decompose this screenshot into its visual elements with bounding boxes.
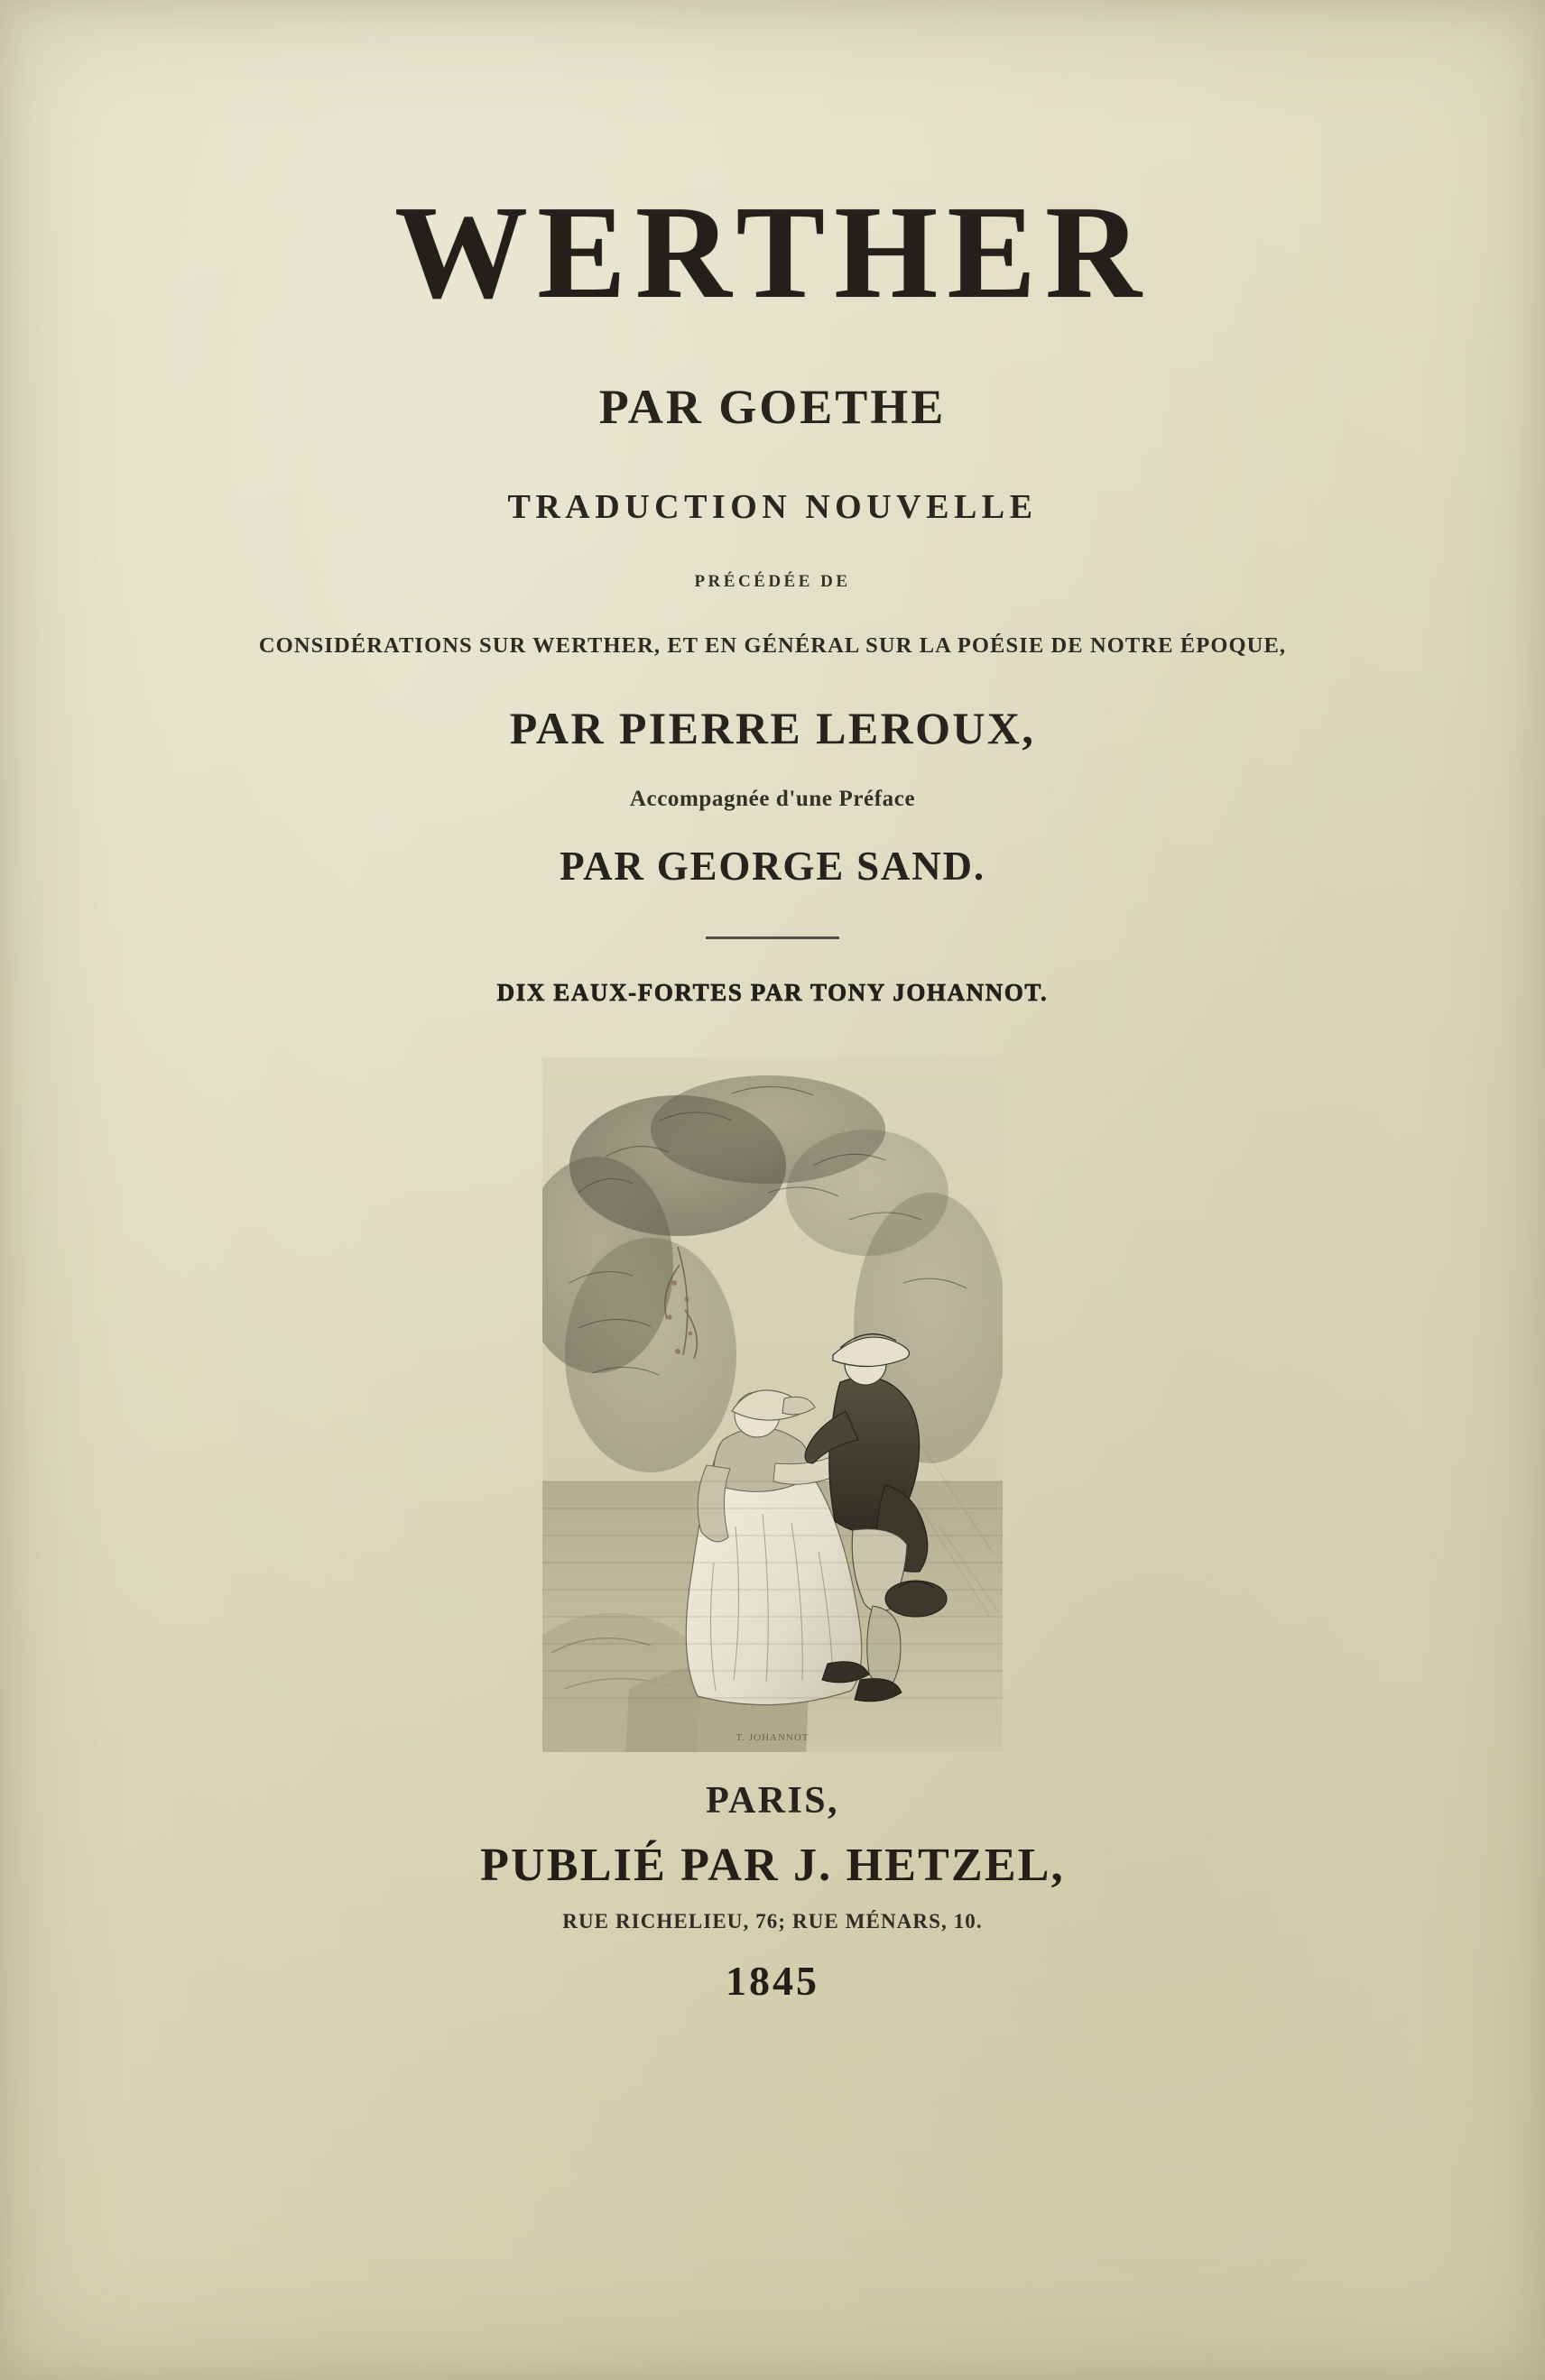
translation-line: TRADUCTION NOUVELLE [507,488,1038,526]
imprint-address: RUE RICHELIEU, 76; RUE MÉNARS, 10. [562,1910,983,1933]
page-title: WERTHER [394,179,1151,327]
engraving-signature: T. JOHANNOT [735,1732,810,1743]
frontispiece-engraving [542,1057,1003,1752]
considerations-line: CONSIDÉRATIONS SUR WERTHER, ET EN GÉNÉRAL SUR LA POÉSIE DE NOTRE ÉPOQUE, [258,633,1287,658]
imprint-publisher: PUBLIÉ PAR J. HETZEL, [480,1840,1065,1891]
preface-author-line: PAR GEORGE SAND. [560,844,985,889]
preceded-by-line: PRÉCÉDÉE DE [694,572,851,591]
accompanied-by-line: Accompagnée d'une Préface [629,787,916,811]
illustrations-note: DIX EAUX-FORTES PAR TONY JOHANNOT. [496,979,1049,1006]
divider-rule [706,936,839,939]
imprint-city: PARIS, [706,1780,839,1822]
imprint-year: 1845 [726,1958,819,2004]
illustration-container [0,1057,1545,1752]
author-line: PAR GOETHE [598,380,947,434]
essay-author-line: PAR PIERRE LEROUX, [509,703,1036,753]
